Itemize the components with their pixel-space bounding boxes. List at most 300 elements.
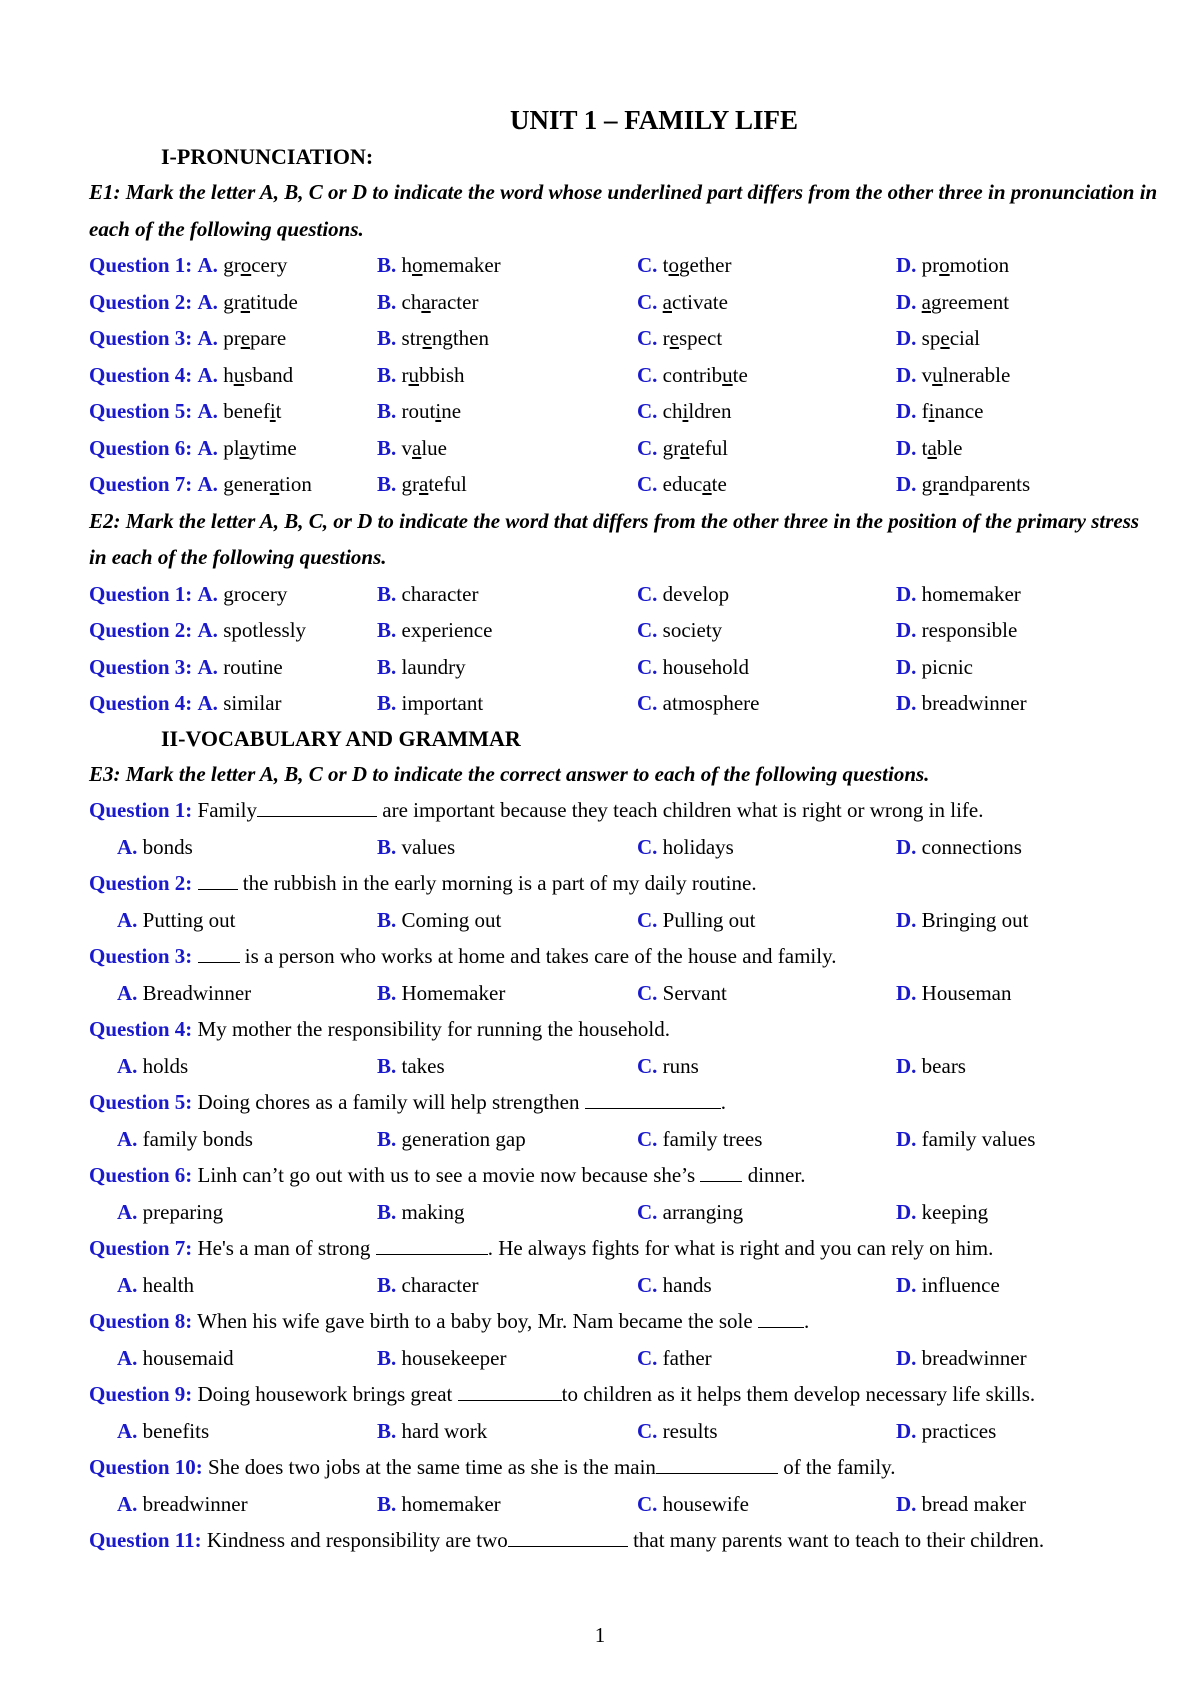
option-word: grocery xyxy=(223,581,288,606)
option-word: prepare xyxy=(223,326,287,350)
option-word: important xyxy=(401,691,484,715)
e1-question-list xyxy=(89,247,1159,503)
option-word: housewife xyxy=(662,1491,749,1516)
option xyxy=(89,685,377,722)
option-letter: A. xyxy=(117,1418,138,1443)
option xyxy=(377,247,637,284)
question-label: Question 8: xyxy=(89,1309,193,1333)
option xyxy=(377,685,637,722)
question-label: Question 7: xyxy=(89,472,193,496)
option xyxy=(896,829,1159,866)
option xyxy=(377,975,637,1012)
option-word: grocery xyxy=(223,253,288,277)
option xyxy=(89,1194,377,1231)
option-word: bears xyxy=(921,1053,966,1078)
option-word: value xyxy=(401,435,447,460)
option-letter: A. xyxy=(117,1272,138,1297)
option xyxy=(637,1413,896,1450)
option xyxy=(637,1340,896,1377)
option xyxy=(89,320,377,357)
option xyxy=(637,357,896,394)
option xyxy=(377,649,637,686)
option xyxy=(89,430,377,467)
option-word: responsible xyxy=(921,618,1018,642)
option xyxy=(896,1413,1159,1450)
question-stem: Question 10: She does two jobs at the same time as she is the main of the family. xyxy=(89,1455,896,1479)
option-letter: D. xyxy=(896,654,917,679)
option-row xyxy=(89,975,1159,1012)
option xyxy=(637,902,896,939)
option-letter: A. xyxy=(197,691,218,715)
option xyxy=(896,393,1159,430)
option-letter: D. xyxy=(896,834,917,859)
option-letter: C. xyxy=(637,980,658,1005)
option-word: Homemaker xyxy=(401,980,506,1005)
option xyxy=(896,357,1159,394)
option-word: together xyxy=(662,253,732,277)
option-letter: B. xyxy=(377,581,397,606)
option xyxy=(377,612,637,649)
option xyxy=(896,247,1159,284)
e3-question-list xyxy=(89,792,1159,1559)
option-letter: D. xyxy=(896,472,917,496)
question-label: Question 4: xyxy=(89,362,193,387)
option-word: children xyxy=(662,399,732,423)
option xyxy=(89,576,377,613)
question-stem: Question 9: Doing housework brings great to children as it helps them develop necessary life skills. xyxy=(89,1382,1036,1406)
option xyxy=(896,685,1159,722)
option-word: Coming out xyxy=(401,907,502,932)
option-word: results xyxy=(662,1418,718,1443)
question-label: Question 5: xyxy=(89,399,193,423)
worksheet-page xyxy=(89,100,1159,1559)
option-letter: C. xyxy=(637,362,658,387)
option-row xyxy=(89,902,1159,939)
question-row xyxy=(89,393,1159,430)
option-letter: C. xyxy=(637,399,658,423)
option-letter: D. xyxy=(896,1491,917,1516)
option-letter: C. xyxy=(637,1418,658,1443)
option xyxy=(377,576,637,613)
question-row xyxy=(89,685,1159,722)
option-word: promotion xyxy=(921,253,1010,277)
option-word: family bonds xyxy=(142,1126,253,1151)
option-row xyxy=(89,1340,1159,1377)
question-row xyxy=(89,284,1159,321)
option-word: bonds xyxy=(142,834,193,859)
option-word: character xyxy=(401,289,479,314)
option-word: special xyxy=(921,326,980,350)
option xyxy=(377,1267,637,1304)
option xyxy=(896,284,1159,321)
option-letter: D. xyxy=(896,1053,917,1078)
option-letter: A. xyxy=(197,435,218,460)
question-label: Question 5: xyxy=(89,1090,193,1114)
option-letter: C. xyxy=(637,1199,658,1224)
answer-blank xyxy=(458,1382,562,1401)
option-word: benefit xyxy=(223,399,282,423)
option xyxy=(637,247,896,284)
option-letter: A. xyxy=(197,581,218,606)
option xyxy=(896,466,1159,503)
option-letter: A. xyxy=(117,980,138,1005)
option-letter: C. xyxy=(637,654,658,679)
question-label: Question 10: xyxy=(89,1455,203,1479)
option-letter: B. xyxy=(377,1491,397,1516)
option-letter: A. xyxy=(197,253,218,277)
option xyxy=(377,902,637,939)
option-row xyxy=(89,1194,1159,1231)
option-letter: A. xyxy=(117,1053,138,1078)
option-letter: C. xyxy=(637,618,658,642)
option xyxy=(89,284,377,321)
option xyxy=(896,320,1159,357)
option-letter: B. xyxy=(377,435,397,460)
option-letter: A. xyxy=(197,618,218,642)
option xyxy=(637,612,896,649)
question-label: Question 3: xyxy=(89,326,193,350)
option xyxy=(896,1194,1159,1231)
option-letter: B. xyxy=(377,654,397,679)
option-row xyxy=(89,1267,1159,1304)
option-word: contribute xyxy=(662,362,748,387)
question-label: Question 2: xyxy=(89,289,193,314)
option-letter: A. xyxy=(197,326,218,350)
option xyxy=(89,1340,377,1377)
question-label: Question 9: xyxy=(89,1382,193,1406)
option-letter: D. xyxy=(896,581,917,606)
option-word: finance xyxy=(921,399,984,423)
option-letter: D. xyxy=(896,1199,917,1224)
option xyxy=(89,247,377,284)
option-letter: A. xyxy=(117,1199,138,1224)
option-letter: C. xyxy=(637,253,658,277)
option xyxy=(89,612,377,649)
option-letter: D. xyxy=(896,289,917,314)
option-letter: A. xyxy=(197,654,218,679)
option-word: connections xyxy=(921,834,1022,859)
option-letter: C. xyxy=(637,581,658,606)
option-letter: B. xyxy=(377,289,397,314)
option-word: breadwinner xyxy=(921,691,1027,715)
option xyxy=(637,284,896,321)
option-letter: A. xyxy=(117,1126,138,1151)
question-row xyxy=(89,576,1159,613)
question-row xyxy=(89,357,1159,394)
option xyxy=(89,1048,377,1085)
option xyxy=(637,576,896,613)
option-word: routine xyxy=(401,399,462,423)
option xyxy=(637,829,896,866)
option xyxy=(377,357,637,394)
option xyxy=(377,320,637,357)
option-word: table xyxy=(921,435,963,460)
option-word: hard work xyxy=(401,1418,488,1443)
option-letter: B. xyxy=(377,326,397,350)
option-word: grandparents xyxy=(921,472,1031,496)
option-word: health xyxy=(142,1272,194,1297)
answer-blank xyxy=(198,944,240,963)
option xyxy=(896,649,1159,686)
section-heading-pronunciation: I-PRONUNCIATION: xyxy=(161,144,374,169)
option-letter: B. xyxy=(377,362,397,387)
option-letter: B. xyxy=(377,834,397,859)
option-letter: B. xyxy=(377,1418,397,1443)
option-letter: C. xyxy=(637,1053,658,1078)
answer-blank xyxy=(656,1455,778,1474)
option-word: grateful xyxy=(662,435,728,460)
question-label: Question 11: xyxy=(89,1528,202,1552)
option-word: housekeeper xyxy=(401,1345,507,1370)
question-stem: Question 2: the rubbish in the early morning is a part of my daily routine. xyxy=(89,871,757,895)
option xyxy=(637,649,896,686)
option-letter: B. xyxy=(377,1272,397,1297)
option-letter: A. xyxy=(197,472,218,496)
option xyxy=(896,975,1159,1012)
option xyxy=(637,430,896,467)
option-letter: D. xyxy=(896,253,917,277)
option-letter: D. xyxy=(896,1126,917,1151)
option-letter: B. xyxy=(377,472,397,496)
option xyxy=(89,466,377,503)
option-word: values xyxy=(401,834,456,859)
option xyxy=(637,685,896,722)
option-word: grateful xyxy=(401,472,467,496)
option xyxy=(377,1413,637,1450)
option-letter: B. xyxy=(377,1199,397,1224)
option-row xyxy=(89,1413,1159,1450)
option xyxy=(637,466,896,503)
option-word: hands xyxy=(662,1272,712,1297)
option-letter: D. xyxy=(896,362,917,387)
page-title: UNIT 1 – FAMILY LIFE xyxy=(509,105,799,135)
question-label: Question 1: xyxy=(89,253,193,277)
option xyxy=(89,829,377,866)
option-letter: A. xyxy=(117,1491,138,1516)
option-letter: B. xyxy=(377,618,397,642)
option-word: spotlessly xyxy=(223,618,307,642)
option-letter: A. xyxy=(117,907,138,932)
option-letter: B. xyxy=(377,691,397,715)
option xyxy=(377,1048,637,1085)
option-row xyxy=(89,1048,1159,1085)
instruction-e2: E2: Mark the letter A, B, C, or D to indicate the word that differs from the other three in the position of the primary stress in each of the following questions. xyxy=(89,508,1140,569)
option-letter: D. xyxy=(896,907,917,932)
option xyxy=(637,1486,896,1523)
option-letter: C. xyxy=(637,289,658,314)
instruction-e3: E3: Mark the letter A, B, C or D to indicate the correct answer to each of the following questions. xyxy=(89,761,930,786)
answer-blank xyxy=(758,1309,804,1328)
option-letter: A. xyxy=(197,289,218,314)
section-heading-vocabulary: II-VOCABULARY AND GRAMMAR xyxy=(161,725,521,751)
option xyxy=(896,1048,1159,1085)
option-letter: D. xyxy=(896,691,917,715)
option-letter: B. xyxy=(377,253,397,277)
option-word: vulnerable xyxy=(921,362,1011,387)
option-word: activate xyxy=(662,289,728,314)
option-word: educate xyxy=(662,472,727,496)
question-stem: Question 1: Family are important because they teach children what is right or wrong in life. xyxy=(89,798,984,822)
option-letter: D. xyxy=(896,1345,917,1370)
question-row xyxy=(89,430,1159,467)
option-word: holidays xyxy=(662,834,734,859)
option-word: experience xyxy=(401,618,493,642)
answer-blank xyxy=(198,871,238,890)
e2-question-list xyxy=(89,576,1159,722)
option-word: father xyxy=(662,1345,712,1370)
option xyxy=(89,1486,377,1523)
option-word: generation gap xyxy=(401,1126,526,1151)
option-word: Breadwinner xyxy=(142,980,252,1005)
option-letter: D. xyxy=(896,618,917,642)
option xyxy=(896,1121,1159,1158)
question-row xyxy=(89,649,1159,686)
option-row xyxy=(89,829,1159,866)
answer-blank xyxy=(508,1528,628,1547)
option-word: laundry xyxy=(401,654,466,679)
question-row xyxy=(89,612,1159,649)
question-label: Question 3: xyxy=(89,944,193,968)
question-stem: Question 11: Kindness and responsibility are two that many parents want to teach to their children. xyxy=(89,1528,1045,1552)
instruction-e1: E1: Mark the letter A, B, C or D to indicate the word whose underlined part differs from the other three in pronunciation in each of the following questions. xyxy=(89,180,1158,241)
answer-blank xyxy=(700,1163,742,1182)
question-row xyxy=(89,466,1159,503)
option xyxy=(896,1267,1159,1304)
option-word: homemaker xyxy=(401,1491,501,1516)
option-letter: C. xyxy=(637,1272,658,1297)
option-letter: B. xyxy=(377,1126,397,1151)
option-letter: A. xyxy=(197,399,218,423)
question-label: Question 4: xyxy=(89,1017,193,1041)
option-word: making xyxy=(401,1199,465,1224)
option xyxy=(637,975,896,1012)
question-stem: Question 5: Doing chores as a family will help strengthen . xyxy=(89,1090,727,1114)
option-letter: A. xyxy=(197,362,218,387)
option-word: runs xyxy=(662,1053,699,1078)
option-row xyxy=(89,1121,1159,1158)
question-label: Question 2: xyxy=(89,618,193,642)
option-letter: C. xyxy=(637,834,658,859)
option-letter: D. xyxy=(896,980,917,1005)
option-letter: C. xyxy=(637,691,658,715)
option-letter: A. xyxy=(117,834,138,859)
option-letter: D. xyxy=(896,399,917,423)
option-word: benefits xyxy=(142,1418,210,1443)
option-word: character xyxy=(401,1272,479,1297)
answer-blank xyxy=(376,1236,488,1255)
option xyxy=(896,1486,1159,1523)
question-label: Question 1: xyxy=(89,798,193,822)
option-word: holds xyxy=(142,1053,189,1078)
question-label: Question 4: xyxy=(89,691,193,715)
question-label: Question 7: xyxy=(89,1236,193,1260)
option-word: housemaid xyxy=(142,1345,234,1370)
option-word: husband xyxy=(223,362,294,387)
question-label: Question 3: xyxy=(89,654,193,679)
option xyxy=(89,1267,377,1304)
option-word: generation xyxy=(223,472,312,496)
option xyxy=(896,902,1159,939)
option-word: playtime xyxy=(223,435,297,460)
option-letter: B. xyxy=(377,980,397,1005)
option-word: develop xyxy=(662,581,730,606)
option-word: atmosphere xyxy=(662,691,760,715)
option-word: keeping xyxy=(921,1199,989,1224)
option-word: respect xyxy=(662,326,723,350)
option xyxy=(637,1048,896,1085)
option-word: family trees xyxy=(662,1126,763,1151)
option xyxy=(637,1194,896,1231)
option xyxy=(377,1486,637,1523)
option-word: breadwinner xyxy=(142,1491,248,1516)
option-letter: B. xyxy=(377,399,397,423)
option-word: household xyxy=(662,654,749,679)
option-word: bread maker xyxy=(921,1491,1027,1516)
option-row xyxy=(89,1486,1159,1523)
option xyxy=(637,393,896,430)
option xyxy=(89,357,377,394)
option-letter: D. xyxy=(896,435,917,460)
option-word: routine xyxy=(223,654,283,679)
question-row xyxy=(89,320,1159,357)
option xyxy=(89,649,377,686)
option-word: Bringing out xyxy=(921,907,1029,932)
option xyxy=(89,1413,377,1450)
question-stem: Question 8: When his wife gave birth to a baby boy, Mr. Nam became the sole . xyxy=(89,1309,810,1333)
answer-blank xyxy=(257,798,377,817)
option-letter: A. xyxy=(117,1345,138,1370)
option-word: takes xyxy=(401,1053,445,1078)
option-letter: D. xyxy=(896,326,917,350)
option-word: practices xyxy=(921,1418,997,1443)
option-word: Pulling out xyxy=(662,907,756,932)
option-letter: B. xyxy=(377,907,397,932)
option-word: homemaker xyxy=(921,581,1021,606)
option-word: picnic xyxy=(921,654,973,679)
answer-blank xyxy=(585,1090,721,1109)
option xyxy=(377,1340,637,1377)
option-word: similar xyxy=(223,691,282,715)
option xyxy=(377,393,637,430)
question-stem: Question 4: My mother the responsibility for running the household. xyxy=(89,1017,670,1041)
option-word: character xyxy=(401,581,479,606)
option-letter: B. xyxy=(377,1053,397,1078)
option xyxy=(896,1340,1159,1377)
option-word: agreement xyxy=(921,289,1010,314)
option-word: strengthen xyxy=(401,326,489,350)
option-letter: C. xyxy=(637,1491,658,1516)
option-letter: C. xyxy=(637,472,658,496)
question-label: Question 2: xyxy=(89,871,193,895)
option-word: arranging xyxy=(662,1199,744,1224)
option xyxy=(89,975,377,1012)
option-word: influence xyxy=(921,1272,1000,1297)
option xyxy=(896,612,1159,649)
question-label: Question 1: xyxy=(89,581,193,606)
question-label: Question 6: xyxy=(89,435,193,460)
option xyxy=(637,1121,896,1158)
option-letter: C. xyxy=(637,435,658,460)
option xyxy=(896,430,1159,467)
option xyxy=(377,829,637,866)
option-word: breadwinner xyxy=(921,1345,1027,1370)
option xyxy=(377,466,637,503)
page-number: 1 xyxy=(594,1623,606,1647)
option-letter: D. xyxy=(896,1272,917,1297)
option xyxy=(637,1267,896,1304)
option xyxy=(89,1121,377,1158)
option-word: gratitude xyxy=(223,289,298,314)
